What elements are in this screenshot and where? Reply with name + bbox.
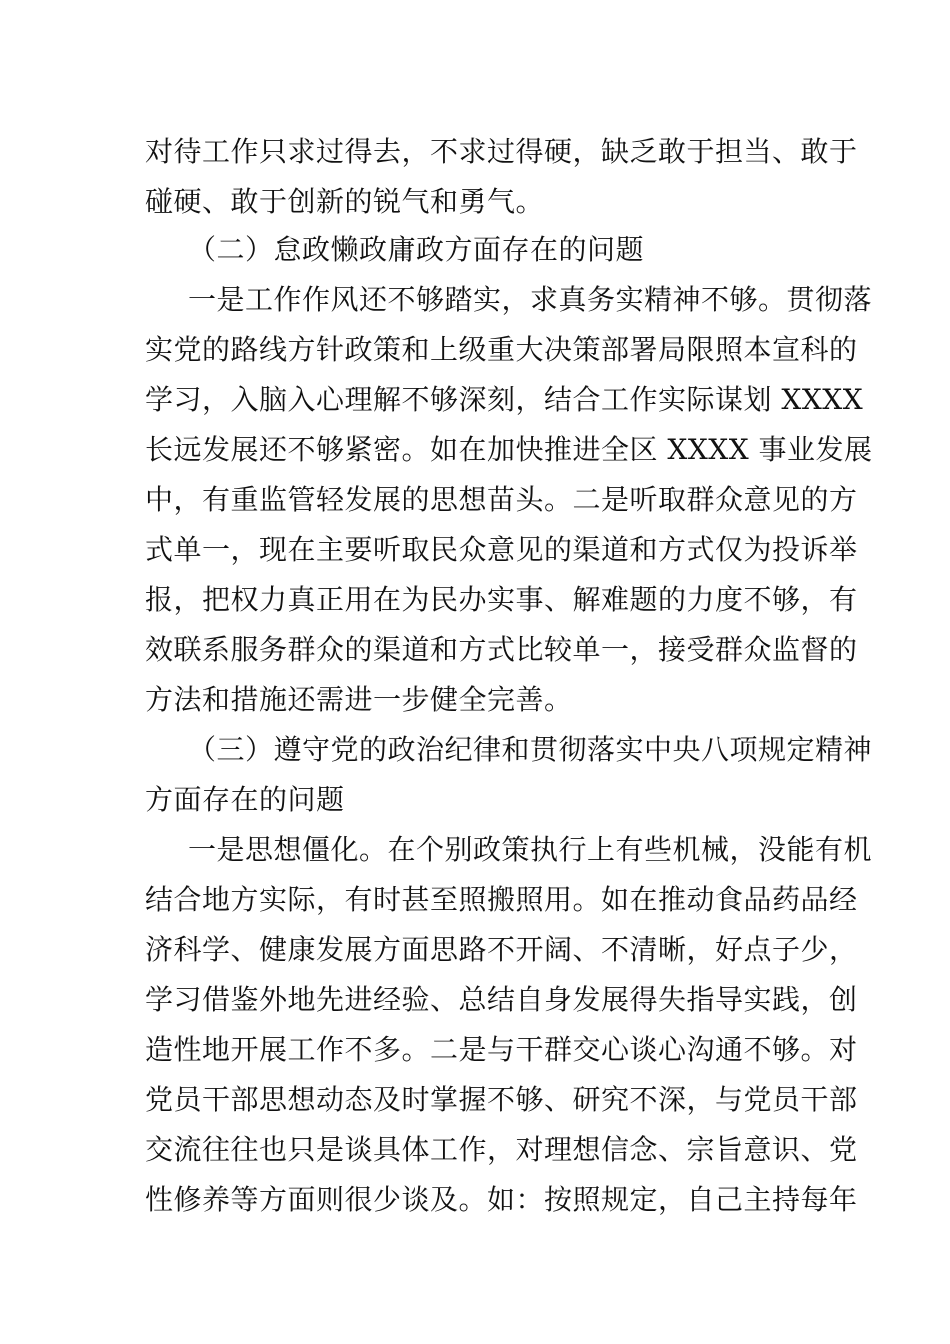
text-line: 党员干部思想动态及时掌握不够、研究不深，与党员干部: [145, 1083, 858, 1116]
text-line: 方法和措施还需进一步健全完善。: [145, 683, 573, 716]
text-line: 对待工作只求过得去，不求过得硬，缺乏敢于担当、敢于: [145, 135, 858, 168]
text-line: 造性地开展工作不多。二是与干群交心谈心沟通不够。对: [145, 1033, 858, 1066]
text-line: 学习借鉴外地先进经验、总结自身发展得失指导实践，创: [145, 983, 858, 1016]
text-line: 结合地方实际，有时甚至照搬照用。如在推动食品药品经: [145, 883, 858, 916]
text-line: 性修养等方面则很少谈及。如：按照规定，自己主持每年: [145, 1183, 858, 1216]
text-line: 碰硬、敢于创新的锐气和勇气。: [145, 185, 545, 218]
section-heading: （三）遵守党的政治纪律和贯彻落实中央八项规定精神: [188, 733, 873, 766]
text-line: 济科学、健康发展方面思路不开阔、不清晰，好点子少，: [145, 933, 858, 966]
text-line: 实党的路线方针政策和上级重大决策部署局限照本宣科的: [145, 333, 858, 366]
section-heading: （二）怠政懒政庸政方面存在的问题: [188, 233, 645, 266]
text-line: 一是思想僵化。在个别政策执行上有些机械，没能有机: [188, 833, 873, 866]
text-line: 式单一，现在主要听取民众意见的渠道和方式仅为投诉举: [145, 533, 858, 566]
text-line: 中，有重监管轻发展的思想苗头。二是听取群众意见的方: [145, 483, 858, 516]
text-line: 报，把权力真正用在为民办实事、解难题的力度不够，有: [145, 583, 858, 616]
text-line: 长远发展还不够紧密。如在加快推进全区 XXXX 事业发展: [145, 433, 873, 466]
text-line: 效联系服务群众的渠道和方式比较单一，接受群众监督的: [145, 633, 858, 666]
text-line: 交流往往也只是谈具体工作，对理想信念、宗旨意识、党: [145, 1133, 858, 1166]
text-line: 学习，入脑入心理解不够深刻，结合工作实际谋划 XXXX: [145, 383, 864, 416]
section-heading: 方面存在的问题: [145, 783, 345, 816]
text-line: 一是工作作风还不够踏实，求真务实精神不够。贯彻落: [188, 283, 873, 316]
